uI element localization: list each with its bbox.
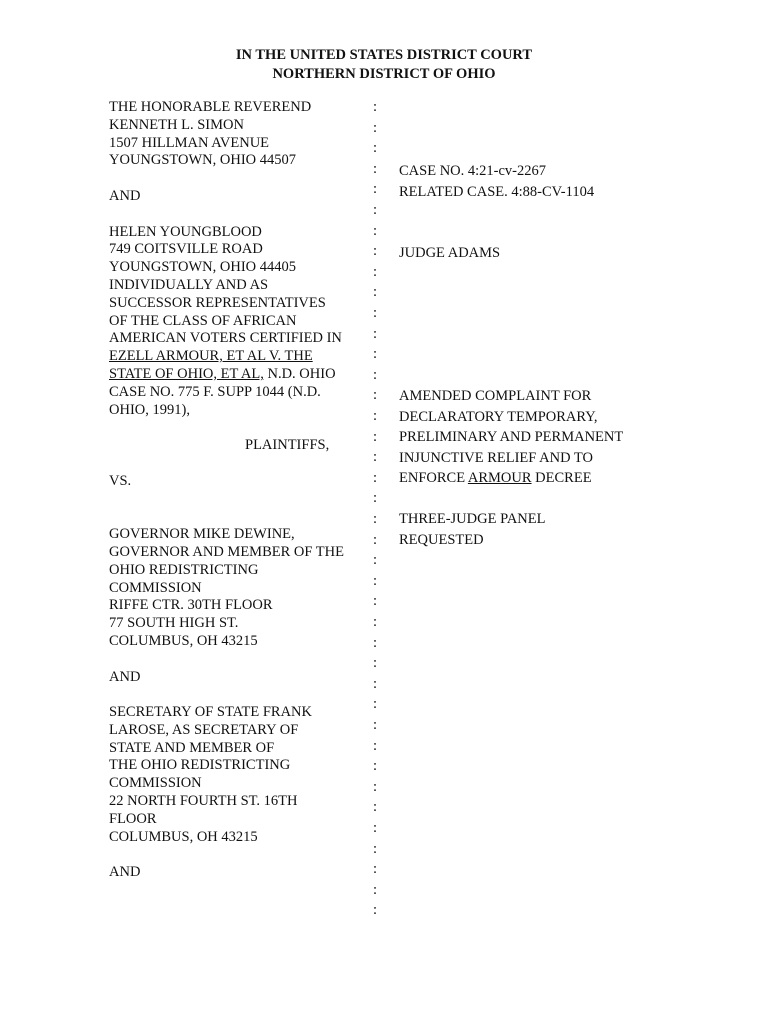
title-line: DECLARATORY TEMPORARY, (399, 408, 598, 425)
separator-colon: : (373, 490, 378, 507)
party-line: THE HONORABLE REVEREND (109, 99, 312, 115)
party-line: INDIVIDUALLY AND AS (109, 276, 269, 293)
party-line: RIFFE CTR. 30TH FLOOR (109, 597, 273, 614)
separator-colon: : (373, 160, 378, 177)
title-text: DECREE (531, 470, 592, 487)
versus-label: VS. (109, 472, 132, 489)
party-line: COLUMBUS, OH 43215 (109, 632, 258, 649)
separator-colon: : (373, 572, 378, 589)
caption-parties (109, 99, 364, 882)
party-line: GOVERNOR MIKE DEWINE, (109, 526, 295, 543)
title-line (399, 468, 659, 489)
separator-colon: : (373, 181, 378, 198)
party-line: KENNETH L. SIMON (109, 116, 244, 133)
separator-colon: : (373, 552, 378, 569)
party-line: GOVERNOR AND MEMBER OF THE (109, 543, 344, 560)
separator-colon: : (373, 881, 378, 898)
court-name: IN THE UNITED STATES DISTRICT COURT (235, 47, 533, 63)
panel-request (399, 509, 659, 550)
case-number: CASE NO. 4:21-cv-2267 (399, 163, 547, 179)
party-line: YOUNGSTOWN, OHIO 44405 (109, 259, 297, 276)
separator-colon: : (373, 675, 378, 692)
separator-colon: : (373, 99, 378, 115)
separator-colon: : (373, 840, 378, 857)
separator-colon: : (373, 778, 378, 795)
separator-colon: : (373, 717, 378, 733)
related-case-number: RELATED CASE. 4:88-CV-1104 (399, 183, 595, 200)
party-line: 749 COITSVILLE ROAD (109, 241, 263, 258)
party-line: COLUMBUS, OH 43215 (109, 828, 258, 845)
separator-colon: : (373, 263, 378, 280)
separator-colon: : (373, 366, 378, 383)
title-line: INJUNCTIVE RELIEF AND TO (399, 449, 594, 466)
title-line: AMENDED COMPLAINT FOR (399, 388, 592, 404)
party-line: LAROSE, AS SECRETARY OF (109, 721, 299, 738)
party-line: CASE NO. 775 F. SUPP 1044 (N.D. (109, 383, 321, 400)
party-line: 1507 HILLMAN AVENUE (109, 134, 270, 151)
separator-colon: : (373, 140, 378, 157)
party-line: AMERICAN VOTERS CERTIFIED IN (109, 330, 342, 347)
party-line: SECRETARY OF STATE FRANK (109, 704, 312, 721)
separator-colon: : (373, 119, 378, 136)
party-line: OHIO REDISTRICTING (109, 561, 259, 578)
separator-colon: : (373, 325, 378, 342)
separator-colon: : (373, 861, 378, 878)
and-connector: AND (109, 864, 141, 881)
separator-colon: : (373, 758, 378, 775)
judge-block (399, 243, 659, 264)
document-title (399, 386, 659, 489)
separator-colon: : (373, 222, 378, 239)
separator-colon: : (373, 346, 378, 363)
separator-colon: : (373, 799, 378, 816)
armour-underlined: ARMOUR (467, 470, 532, 487)
separator-colon: : (373, 696, 378, 713)
separator-colon: : (373, 820, 378, 836)
case-citation-text: N.D. OHIO (263, 365, 336, 382)
separator-colon: : (373, 305, 378, 321)
separator-colon: : (373, 202, 378, 218)
separator-colon: : (373, 284, 378, 301)
case-citation-line (109, 366, 364, 384)
panel-line: REQUESTED (399, 531, 484, 548)
separator-colon: : (373, 408, 378, 424)
party-line: 22 NORTH FOURTH ST. 16TH (109, 793, 298, 810)
separator-colon: : (373, 634, 378, 651)
and-connector: AND (109, 187, 141, 204)
title-text: ENFORCE (399, 470, 468, 487)
title-line: PRELIMINARY AND PERMANENT (399, 429, 624, 446)
separator-colon: : (373, 902, 378, 919)
separator-colon: : (373, 449, 378, 466)
party-line: FLOOR (109, 810, 157, 827)
party-line: 77 SOUTH HIGH ST. (109, 615, 239, 632)
case-citation-underlined: STATE OF OHIO, ET AL, (109, 365, 264, 382)
separator-colon: : (373, 593, 378, 610)
party-line: THE OHIO REDISTRICTING (109, 757, 291, 774)
judge-name: JUDGE ADAMS (399, 245, 501, 261)
separator-colon: : (373, 243, 378, 260)
case-numbers (399, 161, 659, 202)
separator-colon: : (373, 469, 378, 486)
separator-colon: : (373, 511, 378, 527)
separator-colon: : (373, 655, 378, 672)
party-line: COMMISSION (109, 775, 202, 792)
separator-colon: : (373, 737, 378, 754)
party-line: YOUNGSTOWN, OHIO 44507 (109, 152, 297, 169)
separator-colon: : (373, 428, 378, 445)
panel-line: THREE-JUDGE PANEL (399, 511, 546, 527)
party-line: OF THE CLASS OF AFRICAN (109, 312, 297, 329)
party-line: COMMISSION (109, 579, 202, 596)
and-connector: AND (109, 668, 141, 685)
separator-colon: : (373, 387, 378, 404)
case-citation-underlined: EZELL ARMOUR, ET AL V. THE (109, 348, 313, 365)
party-line: SUCCESSOR REPRESENTATIVES (109, 294, 326, 311)
party-line: HELEN YOUNGBLOOD (109, 223, 262, 240)
party-line: OHIO, 1991), (109, 401, 190, 418)
court-district: NORTHERN DISTRICT OF OHIO (272, 66, 496, 82)
plaintiffs-label: PLAINTIFFS, (245, 437, 330, 454)
separator-colon: : (373, 614, 378, 630)
party-line: STATE AND MEMBER OF (109, 739, 275, 756)
separator-colon: : (373, 531, 378, 548)
